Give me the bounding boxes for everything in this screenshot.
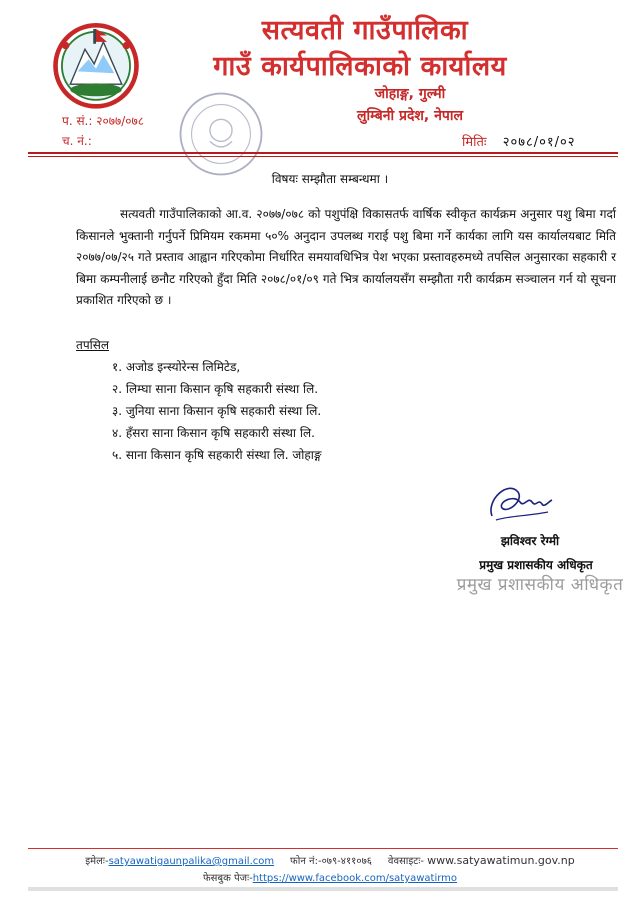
list-item: ५. साना किसान कृषि सहकारी संस्था लि. जोहाङ्ग (112, 448, 322, 462)
website-link[interactable]: www.satyawatimun.gov.np (427, 854, 575, 867)
address-line-2: लुम्बिनी प्रदेश, नेपाल (357, 108, 463, 124)
position-stamp: प्रमुख प्रशासकीय अधिकृत (456, 575, 624, 595)
subject-label: विषयः (271, 172, 298, 186)
website-label: वेवसाइटः- (387, 856, 424, 867)
dispatch-number (62, 132, 92, 149)
selected-organizations-list (112, 356, 322, 466)
reference-label: प. सं.: (62, 114, 93, 128)
letter-date (462, 132, 576, 150)
header-divider (28, 152, 618, 154)
footer-facebook-line (40, 870, 620, 884)
facebook-label: फेसबुक पेजः- (202, 873, 253, 884)
list-item: ४. हँसरा साना किसान कृषि सहकारी संस्था लि. (112, 426, 315, 440)
list-title: तपसिल (76, 338, 110, 352)
phone-value: ०७९-४११०७६ (321, 856, 372, 867)
date-label: मितिः (462, 135, 487, 150)
footer-bar (28, 887, 618, 891)
list-item: ३. जुनिया साना किसान कृषि सहकारी संस्था लि. (112, 404, 322, 418)
dispatch-label: च. नं.: (62, 134, 92, 148)
date-value: २०७८/०१/०२ (502, 135, 576, 150)
office-name: गाउँ कार्यपालिकाको कार्यालय (213, 51, 507, 82)
subject-text: सम्झौता सम्बन्धमा । (301, 172, 389, 186)
address-line-1: जोहाङ्ग, गुल्मी (374, 86, 446, 102)
facebook-link[interactable]: https://www.facebook.com/satyawatirmo (252, 873, 458, 884)
subject-line (200, 170, 460, 187)
office-seal-stamp (175, 88, 267, 180)
reference-number (62, 112, 144, 129)
handwritten-signature (478, 472, 558, 532)
email-label: इमेलः- (85, 856, 109, 867)
nepal-emblem-logo (50, 18, 142, 110)
signatory-name: झविश्वर रेग्मी (500, 534, 560, 548)
signatory-position: प्रमुख प्रशासकीय अधिकृत (479, 558, 593, 572)
list-item: १. अजोड इन्स्योरेन्स लिमिटेड, (112, 360, 241, 374)
reference-value: २०७७/०७८ (96, 114, 144, 128)
email-link[interactable]: satyawatigaunpalika@gmail.com (108, 856, 275, 867)
municipality-name: सत्यवती गाउँपालिका (261, 15, 469, 46)
footer-divider (28, 848, 618, 849)
list-item: २. लिम्घा साना किसान कृषि सहकारी संस्था लि. (112, 382, 319, 396)
footer-contact-line (40, 853, 620, 867)
phone-label: फोन नं:- (290, 856, 322, 867)
body-paragraph: सत्यवती गाउँपालिकाको आ.व. २०७७/०७८ को पशुपंक्षि विकासतर्फ वार्षिक स्वीकृत कार्यक्रम अनुसार पशु बिमा गर्दा किसानले भुक्तानी गर्नुपर्ने प्रिमियम रकममा ५०% अनुदान उपलब्ध गराई पशु बिमा गर्ने कार्यका लागि यस कार्यालयबाट मिति २०७७/०७/२५ गते प्रस्ताव आह्वान गरिएकोमा निर्धारित समयावधिभित्र पेश भएका प्रस्तावहरुमध्ये तपसिल अनुसारका सहकारी र बिमा कम्पनीलाई छनौट गरिएको हुँदा मिति २०७८/०१/०९ गते भित्र कार्यालयसँग सम्झौता गरी कार्यक्रम सञ्चालन गर्न यो सूचना प्रकाशित गरिएको छ । (76, 207, 616, 307)
header-divider-thin (28, 156, 618, 157)
